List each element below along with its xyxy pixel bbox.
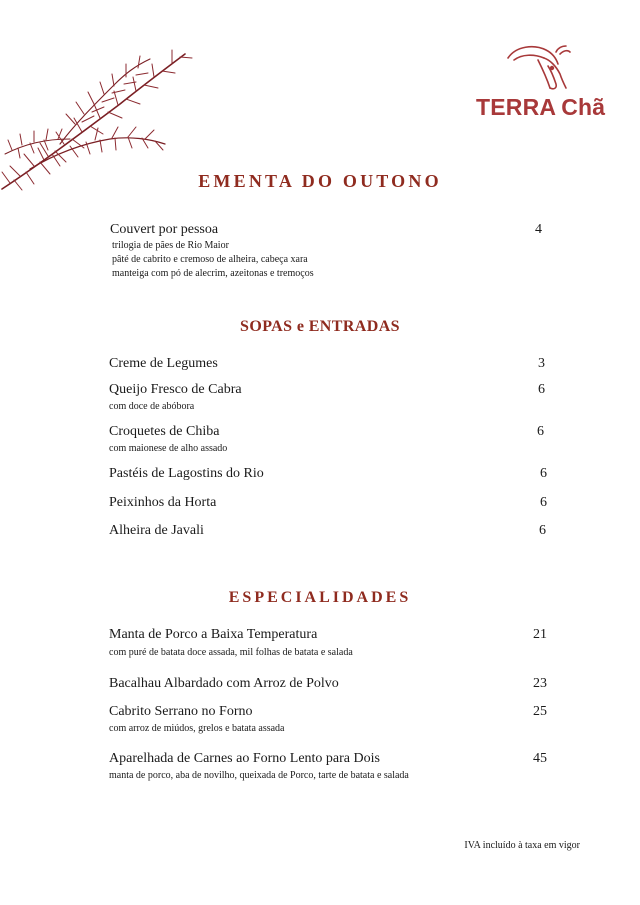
- page-title: EMENTA DO OUTONO: [198, 171, 442, 191]
- section-heading-sopas-entradas: SOPAS e ENTRADAS: [240, 318, 400, 335]
- tax-note: IVA incluído à taxa em vigor: [464, 840, 580, 851]
- menu-item-name: Creme de Legumes: [109, 356, 218, 371]
- menu-item-description: com arroz de miúdos, grelos e batata assada: [109, 723, 285, 734]
- menu-item-description: manta de porco, aba de novilho, queixada de Porco, tarte de batata e salada: [109, 770, 409, 781]
- couvert-description: manteiga com pó de alecrim, azeitonas e tremoços: [112, 268, 314, 279]
- menu-item-price: 3: [538, 356, 545, 371]
- brand-name-part2: Chã: [561, 94, 606, 120]
- brand-logo: [474, 44, 614, 124]
- menu-item-price: 6: [540, 495, 547, 510]
- menu-item-price: 25: [533, 704, 547, 719]
- menu-item-price: 45: [533, 751, 547, 766]
- brand-name: [476, 94, 605, 121]
- menu-item-description: com puré de batata doce assada, mil folhas de batata e salada: [109, 647, 353, 658]
- couvert-description: trilogia de pães de Rio Maior: [112, 240, 229, 251]
- brand-name-part1: TERRA: [476, 94, 557, 120]
- menu-item-price: 6: [537, 424, 544, 439]
- menu-item-name: Alheira de Javali: [109, 523, 204, 538]
- menu-item-description: com maionese de alho assado: [109, 443, 228, 454]
- menu-item-name: Cabrito Serrano no Forno: [109, 704, 253, 719]
- menu-item-name: Peixinhos da Horta: [109, 495, 217, 510]
- menu-item-name: Aparelhada de Carnes ao Forno Lento para Dois: [109, 751, 380, 766]
- couvert-name: Couvert por pessoa: [110, 222, 219, 237]
- menu-item-price: 6: [538, 382, 545, 397]
- menu-item-price: 21: [533, 627, 547, 642]
- menu-item-price: 23: [533, 676, 547, 691]
- menu-item-name: Pastéis de Lagostins do Rio: [109, 466, 264, 481]
- menu-item-price: 6: [540, 466, 547, 481]
- menu-item-name: Queijo Fresco de Cabra: [109, 382, 242, 397]
- couvert-price: 4: [535, 222, 542, 237]
- menu-item-name: Manta de Porco a Baixa Temperatura: [109, 627, 318, 642]
- couvert-description: pâté de cabrito e cremoso de alheira, cabeça xara: [112, 254, 308, 265]
- menu-item-name: Bacalhau Albardado com Arroz de Polvo: [109, 676, 339, 691]
- menu-item-description: com doce de abóbora: [109, 401, 195, 412]
- menu-item-name: Croquetes de Chiba: [109, 424, 220, 439]
- section-heading-especialidades: ESPECIALIDADES: [228, 589, 412, 606]
- menu-item-price: 6: [539, 523, 546, 538]
- goat-head-icon: [504, 44, 574, 92]
